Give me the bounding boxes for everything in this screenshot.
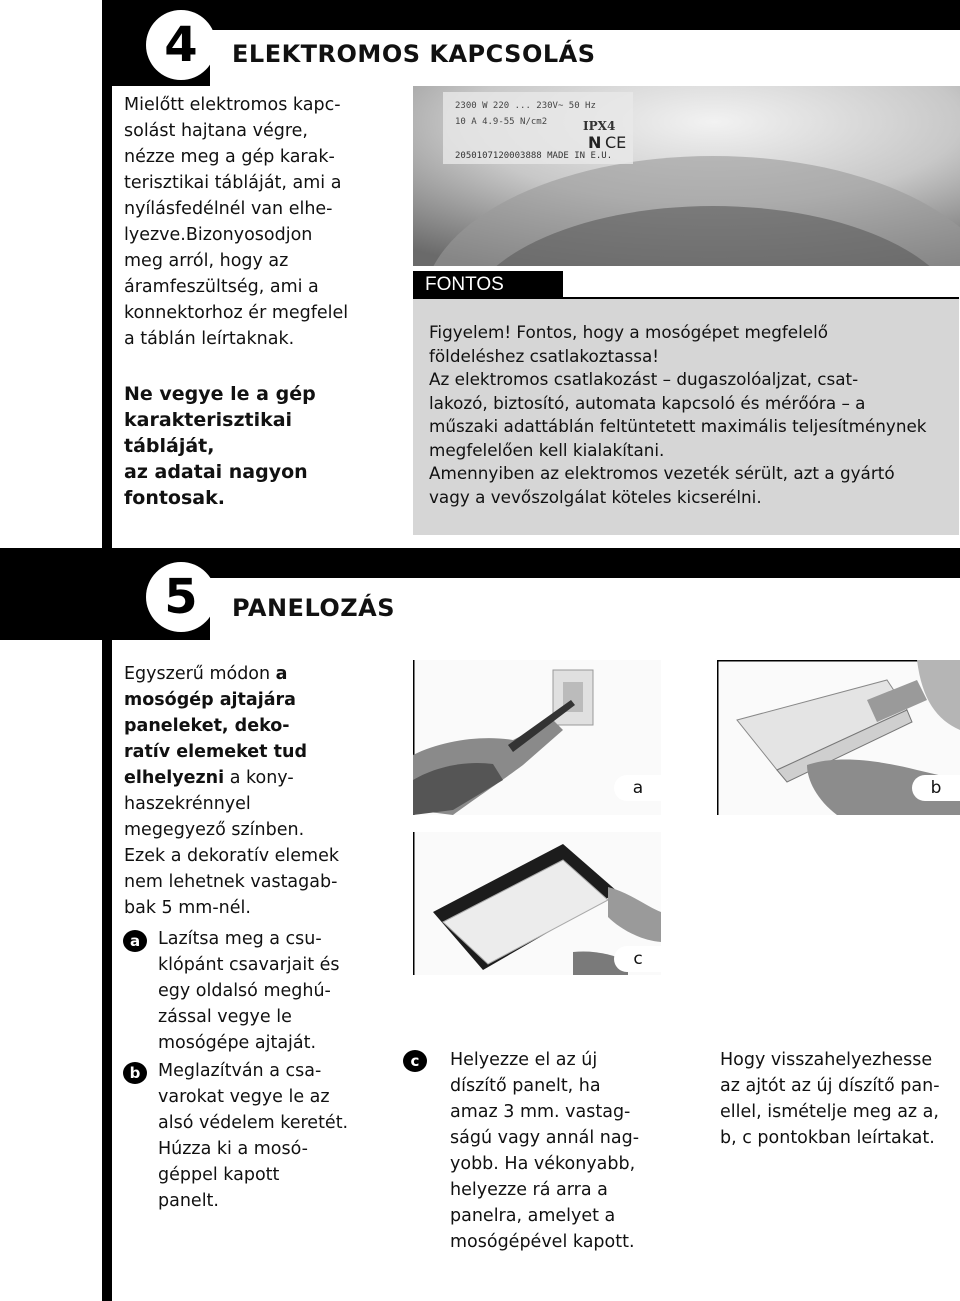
step-a-marker: a (123, 930, 147, 952)
photo-c-label: c (614, 946, 662, 972)
section5-title: PANELOZÁS (232, 594, 396, 622)
step-a-text: Lazítsa meg a csu- klópánt csavarjait és egy oldalsó meghú- zással vegye le mosógépe ajtaját. (158, 929, 340, 1053)
step-b-text: Meglazítván a csa- varokat vegye le az alsó védelem keretét. Húzza ki a mosó- géppel kapott panelt. (158, 1061, 349, 1211)
fontos-notice: Figyelem! Fontos, hogy a mosógépet megfelelő földeléshez csatlakoztassa! Az elektromos csatlakozást – dugaszolóaljzat, csat- lakozó, biztosító, automata kapcsoló és mérőóra – a műszaki adattáblán feltüntetett maximális teljesítménynek megfelelően kell kialakítani. Amennyiben az elektromos vezeték sérült, azt a gyártó vagy a vevőszolgálat köteles kicserélni. (413, 299, 959, 535)
plate-line2: 10 A 4.9-55 N/cm2 (455, 117, 548, 127)
step-b-marker: b (123, 1062, 147, 1084)
left-rule-bottom (102, 640, 112, 1301)
section4-intro: Mielőtt elektromos kapc- solást hajtana végre, nézze meg a gép karak- terisztikai tábláját, ami a nyílásfedélnél van elhe- lyezve.Bizonyosodjon meg arról, hogy az áramfeszültség, ami a konnektorhoz ér megfelel a táblán leírtaknak. (124, 95, 349, 349)
photo-b-label: b (912, 775, 960, 801)
fontos-tag: FONTOS (413, 271, 563, 299)
plate-line1: 2300 W 220 ... 230V~ 50 Hz (455, 101, 596, 111)
section4-title: ELEKTROMOS KAPCSOLÁS (232, 40, 596, 68)
section4-number: 4 (146, 10, 216, 80)
plate-line3: 2050107120003888 MADE IN E.U. (455, 151, 613, 161)
section5-number: 5 (146, 562, 216, 632)
plate-brand-icon: N (588, 133, 602, 152)
section5-intro: Egyszerű módon a mosógép ajtajára paneleket, deko- ratív elemeket tud elhelyezni a kony- haszekrénnyel megegyező színben. Ezek a dekoratív elemek nem lehetnek vastagab- bak 5 mm-nél. (124, 664, 339, 918)
plate-ipx: IPX4 (583, 119, 616, 133)
ce-mark-icon: CE (605, 133, 627, 152)
section4-warning: Ne vegye le a gép karakterisztikai tábláját, az adatai nagyon fontosak. (124, 383, 316, 509)
final-text: Hogy visszahelyezhesse az ajtót az új díszítő pan- ellel, ismételje meg az a, b, c pontokban leírtakat. (720, 1050, 940, 1148)
rating-plate-photo (413, 86, 960, 266)
photo-a-label: a (614, 775, 662, 801)
step-c-marker: c (403, 1050, 427, 1072)
step-c-text: Helyezze el az új díszítő panelt, ha amaz 3 mm. vastag- ságú vagy annál nag- yobb. Ha vékonyabb, helyezze rá arra a panelra, amelyet a mosógépével kapott. (450, 1050, 640, 1252)
